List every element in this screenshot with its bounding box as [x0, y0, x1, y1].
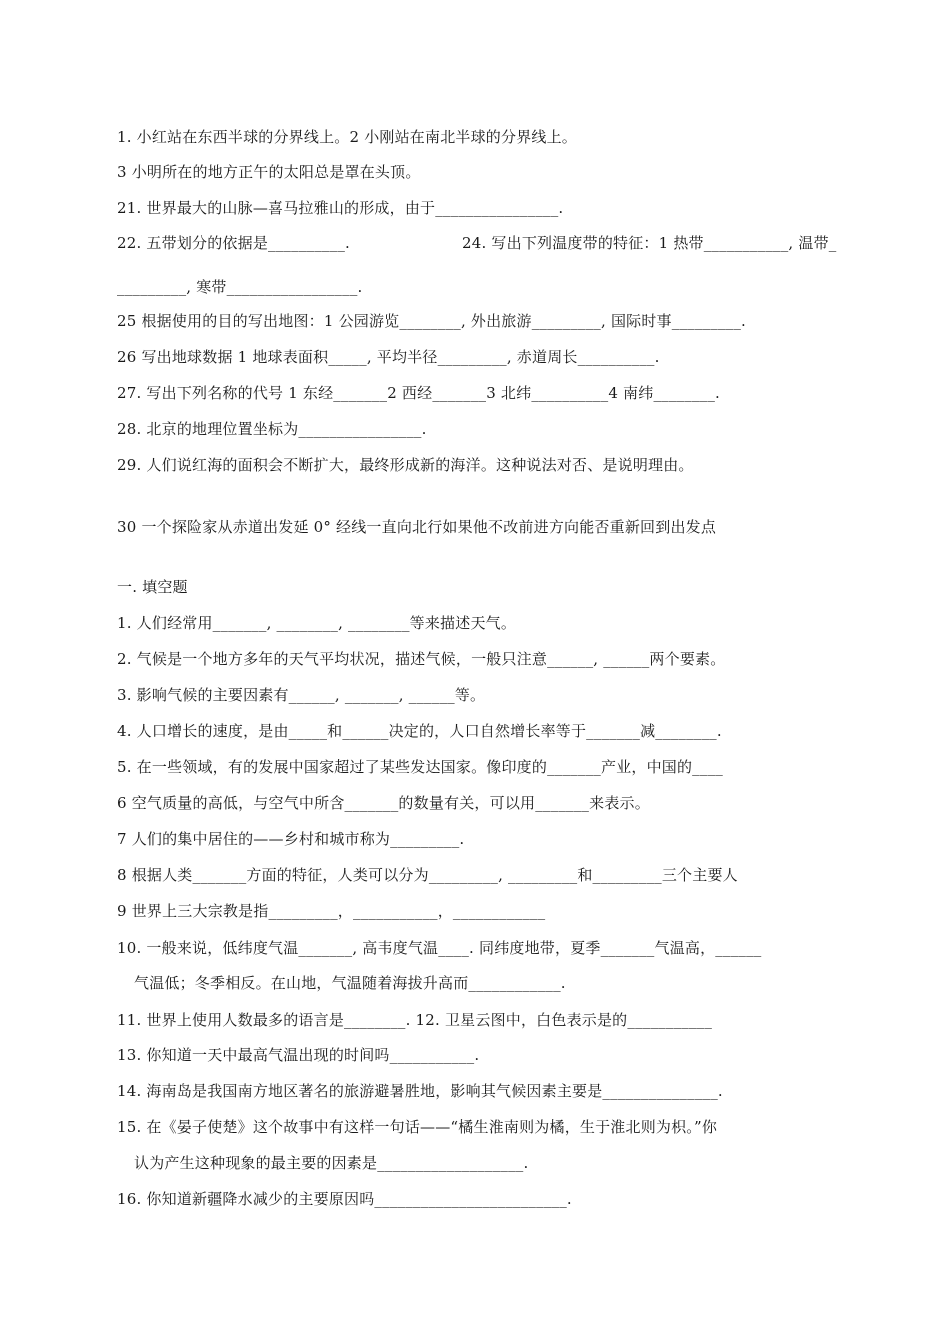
- question-3: 3 小明所在的地方正午的太阳总是罩在头顶。: [117, 163, 421, 181]
- question-25: 25 根据使用的目的写出地图：1 公园游览________, 外出旅游_________, 国际时事_________.: [117, 312, 747, 330]
- fill-question-10: 10. 一般来说，低纬度气温_______, 高韦度气温____. 同纬度地带，夏季_______气温高，______: [117, 939, 762, 957]
- question-28: 28. 北京的地理位置坐标为________________.: [117, 420, 427, 438]
- fill-question-15-continued: 认为产生这种现象的最主要的因素是___________________.: [134, 1154, 529, 1172]
- fill-question-5: 5. 在一些领域，有的发展中国家超过了某些发达国家。像印度的_______产业，中国的____: [117, 758, 723, 776]
- fill-question-10-continued: 气温低；冬季相反。在山地，气温随着海拔升高而____________.: [134, 974, 566, 992]
- question-24: 24. 写出下列温度带的特征：1 热带___________, 温带_: [462, 234, 837, 252]
- fill-question-8: 8 根据人类_______方面的特征，人类可以分为_________, _________和_________三个主要人: [117, 866, 738, 884]
- question-29: 29. 人们说红海的面积会不断扩大，最终形成新的海洋。这种说法对否、是说明理由。: [117, 456, 694, 474]
- question-24-continued: _________, 寒带_________________.: [117, 278, 363, 296]
- fill-question-6: 6 空气质量的高低，与空气中所含_______的数量有关，可以用_______来表示。: [117, 794, 650, 812]
- fill-question-16: 16. 你知道新疆降水减少的主要原因吗_________________________.: [117, 1190, 572, 1208]
- fill-question-13: 13. 你知道一天中最高气温出现的时间吗___________.: [117, 1046, 480, 1064]
- section-heading: 一. 填空题: [117, 578, 188, 596]
- fill-question-15: 15. 在《晏子使楚》这个故事中有这样一句话——“橘生淮南则为橘，生于淮北则为枳。”你: [117, 1118, 718, 1136]
- fill-question-4: 4. 人口增长的速度，是由_____和______决定的，人口自然增长率等于_______减________.: [117, 722, 722, 740]
- question-22: 22. 五带划分的依据是__________.: [117, 234, 350, 252]
- fill-question-11-12: 11. 世界上使用人数最多的语言是________. 12. 卫星云图中，白色表示是的___________: [117, 1011, 713, 1029]
- question-26: 26 写出地球数据 1 地球表面积_____, 平均半径_________, 赤道周长__________.: [117, 348, 660, 366]
- fill-question-1: 1. 人们经常用_______, ________, ________等来描述天气。: [117, 614, 517, 632]
- question-21: 21. 世界最大的山脉—喜马拉雅山的形成，由于________________.: [117, 199, 564, 217]
- fill-question-9: 9 世界上三大宗教是指_________，___________，____________: [117, 902, 546, 920]
- fill-question-2: 2. 气候是一个地方多年的天气平均状况，描述气候，一般只注意______, ______两个要素。: [117, 650, 726, 668]
- question-30: 30 一个探险家从赤道出发延 0° 经线一直向北行如果他不改前进方向能否重新回到出发点: [117, 518, 717, 536]
- question-27: 27. 写出下列名称的代号 1 东经_______2 西经_______3 北纬__________4 南纬________.: [117, 384, 721, 402]
- fill-question-14: 14. 海南岛是我国南方地区著名的旅游避暑胜地，影响其气候因素主要是_______________.: [117, 1082, 723, 1100]
- question-1-3: 1. 小红站在东西半球的分界线上。2 小刚站在南北半球的分界线上。: [117, 128, 577, 146]
- fill-question-7: 7 人们的集中居住的——乡村和城市称为_________.: [117, 830, 465, 848]
- fill-question-3: 3. 影响气候的主要因素有______, _______, ______等。: [117, 686, 486, 704]
